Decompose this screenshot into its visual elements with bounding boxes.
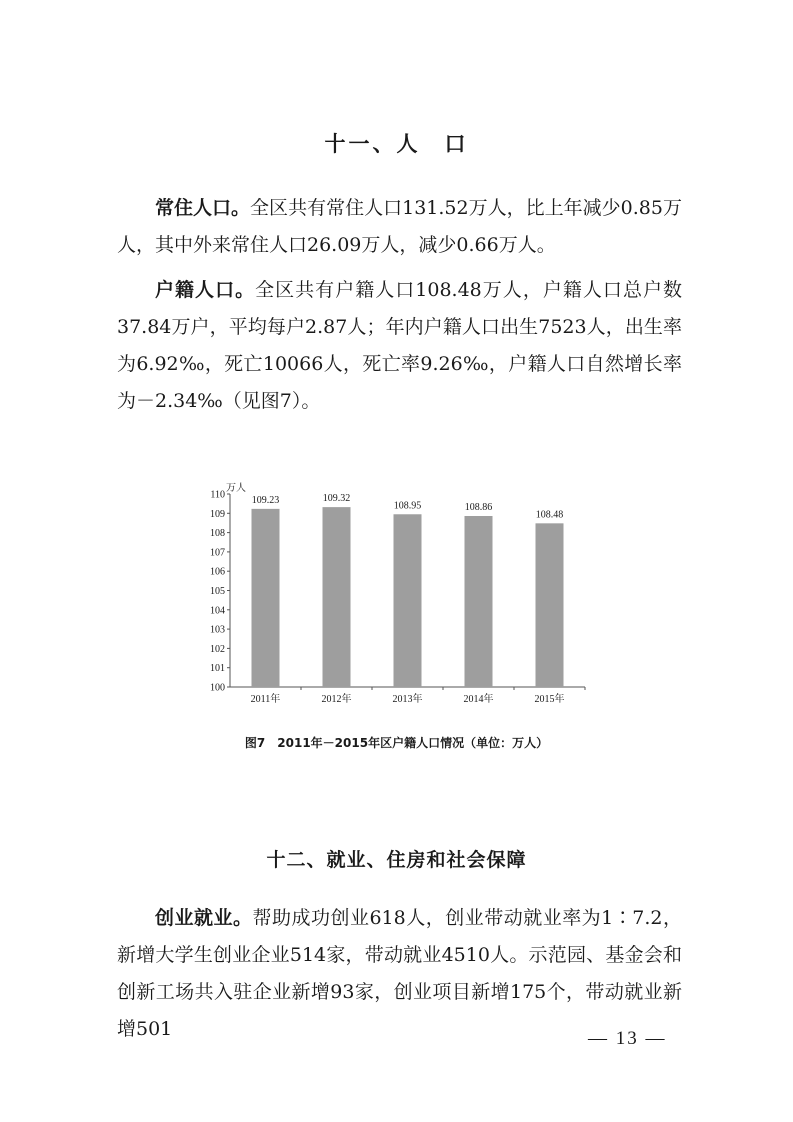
y-tick-label: 108 bbox=[210, 528, 225, 540]
y-tick-label: 102 bbox=[210, 643, 225, 655]
paragraph-lead: 常住人口。 bbox=[155, 197, 251, 219]
x-tick-label: 2012年 bbox=[321, 694, 352, 705]
y-tick-label: 105 bbox=[210, 586, 225, 597]
bar-value-label: 109.23 bbox=[251, 494, 280, 506]
x-tick-label: 2015年 bbox=[534, 694, 565, 705]
bar bbox=[465, 516, 493, 687]
paragraph-text: 全区共有户籍人口108.48万人，户籍人口总户数37.84万户，平均每户2.87人；年内户籍人口出生7523人，出生率为6.92‰，死亡10066人，死亡率9.26‰，户籍人口自然增长率为－2.34‰（见图7）。 bbox=[117, 279, 682, 412]
y-tick-label: 101 bbox=[210, 663, 225, 675]
paragraph-registered-population bbox=[117, 272, 682, 420]
paragraph-text: 帮助成功创业618人，创业带动就业率为1∶7.2，新增大学生创业企业514家，带动就业4510人。示范园、基金会和创新工场共入驻企业新增93家，创业项目新增175个，带动就业新增501 bbox=[117, 907, 682, 1040]
x-tick-label: 2014年 bbox=[463, 694, 494, 705]
bar bbox=[252, 509, 280, 687]
y-tick-label: 110 bbox=[210, 489, 225, 501]
paragraph-resident-population bbox=[117, 190, 682, 264]
figure-caption: 图7 2011年－2015年区户籍人口情况（单位：万人） bbox=[244, 736, 549, 750]
y-tick-label: 100 bbox=[210, 682, 225, 694]
y-tick-label: 106 bbox=[210, 566, 225, 578]
bar bbox=[394, 514, 422, 687]
y-tick-label: 104 bbox=[210, 605, 225, 617]
y-tick-label: 103 bbox=[210, 624, 225, 636]
page-number: — 13 — bbox=[588, 1028, 667, 1049]
bar bbox=[536, 523, 564, 687]
x-tick-label: 2013年 bbox=[392, 694, 423, 705]
bar-value-label: 108.48 bbox=[535, 509, 564, 521]
section-heading-population: 十一、人 口 bbox=[324, 132, 469, 156]
paragraph-entrepreneurship bbox=[117, 900, 682, 1048]
paragraph-lead: 创业就业。 bbox=[155, 907, 253, 929]
section-heading-employment: 十二、就业、住房和社会保障 bbox=[266, 849, 527, 871]
bar-value-label: 108.95 bbox=[393, 500, 422, 512]
paragraph-lead: 户籍人口。 bbox=[155, 279, 256, 301]
y-tick-label: 107 bbox=[210, 547, 225, 559]
paragraph-text: 全区共有常住人口131.52万人，比上年减少0.85万人，其中外来常住人口26.09万人，减少0.66万人。 bbox=[117, 197, 682, 256]
bar bbox=[323, 507, 351, 687]
chart-svg bbox=[195, 478, 595, 710]
x-tick-label: 2011年 bbox=[250, 694, 281, 705]
bar-value-label: 108.86 bbox=[464, 502, 493, 514]
y-axis-unit-label: 万人 bbox=[226, 483, 246, 494]
bar-value-label: 109.32 bbox=[322, 493, 351, 505]
population-bar-chart bbox=[195, 478, 595, 710]
y-tick-label: 109 bbox=[210, 508, 225, 520]
